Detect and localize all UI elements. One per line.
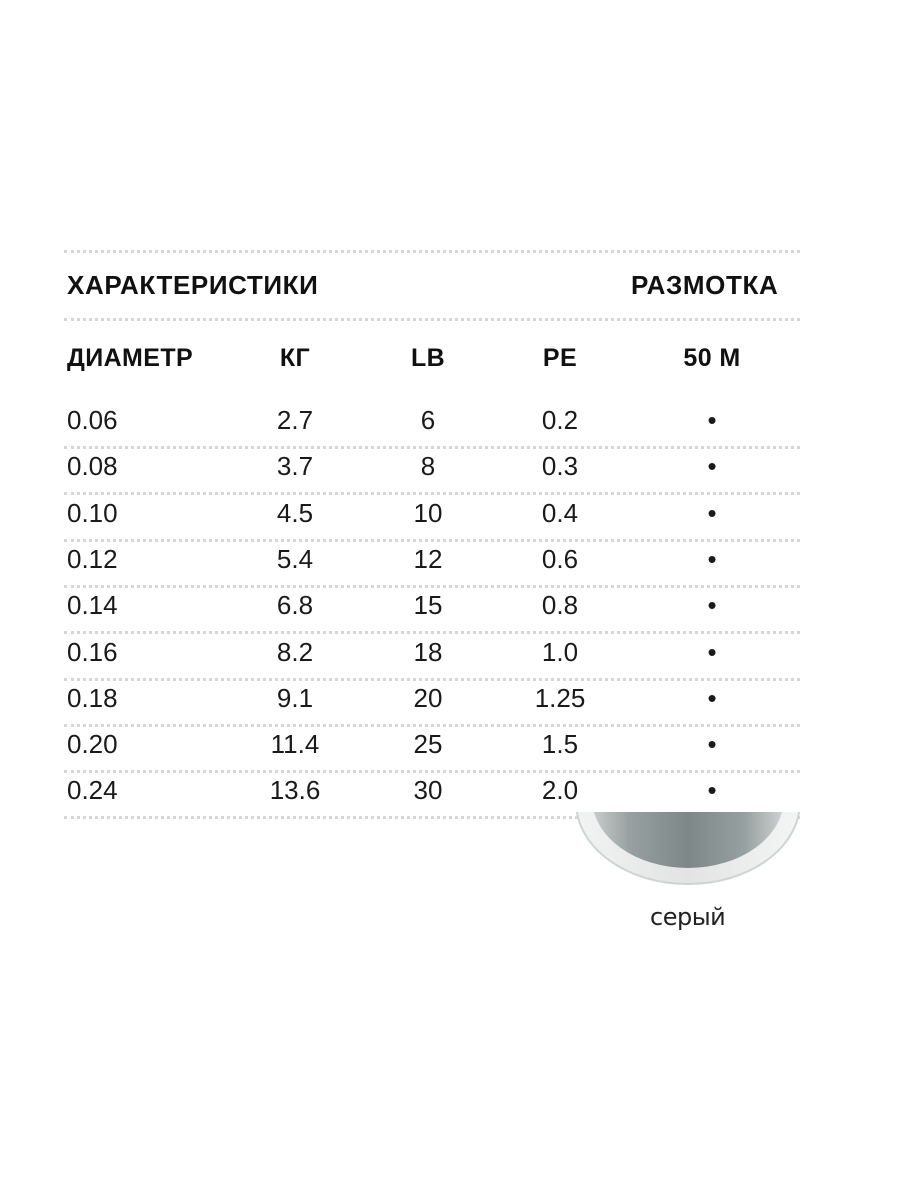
divider	[64, 250, 800, 253]
cell-diameter: 0.08	[67, 451, 118, 482]
row-divider	[64, 770, 800, 773]
row-divider	[64, 678, 800, 681]
column-header-diameter: ДИАМЕТР	[67, 344, 194, 372]
cell-diameter: 0.24	[67, 775, 118, 806]
spool-color-image	[574, 812, 802, 886]
cell-diameter: 0.10	[67, 497, 118, 528]
cell-diameter: 0.12	[67, 543, 118, 574]
cell-diameter: 0.06	[67, 405, 118, 435]
row-divider	[64, 539, 800, 542]
cell-diameter: 0.14	[67, 590, 118, 621]
spool-heading: РАЗМОТКА	[631, 270, 779, 300]
cell-diameter: 0.16	[67, 636, 118, 667]
specs-heading: ХАРАКТЕРИСТИКИ	[67, 270, 319, 300]
row-divider	[64, 446, 800, 449]
color-label: серый	[650, 903, 726, 931]
divider	[64, 318, 800, 321]
cell-diameter: 0.20	[67, 729, 118, 760]
row-divider	[64, 492, 800, 495]
row-divider	[64, 724, 800, 727]
cell-diameter: 0.18	[67, 682, 118, 713]
row-divider	[64, 585, 800, 588]
row-divider	[64, 631, 800, 634]
